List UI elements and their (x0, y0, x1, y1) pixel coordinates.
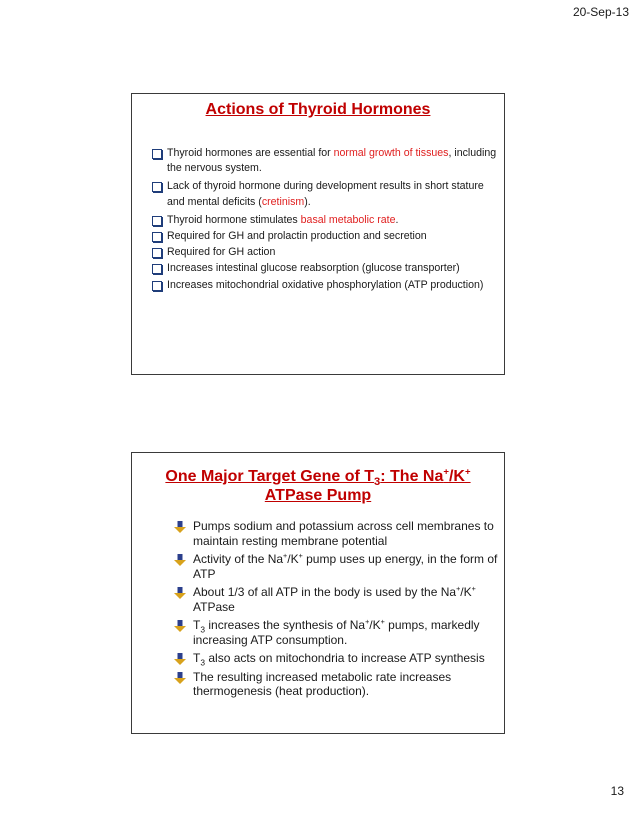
list-item: Activity of the Na+/K+ pump uses up energy, in the form of ATP (172, 552, 502, 581)
list-item: Increases mitochondrial oxidative phosphorylation (ATP production) (132, 278, 502, 293)
list-item: Required for GH and prolactin production and secretion (152, 229, 502, 244)
list-item: Thyroid hormones are essential for normal growth of tissues, including the nervous system. (152, 146, 502, 176)
down-arrow-bullet-icon (174, 653, 186, 665)
list-item: Required for GH action (152, 245, 502, 260)
header-date: 20-Sep-13 (572, 5, 629, 19)
down-arrow-bullet-icon (174, 521, 186, 533)
down-arrow-bullet-icon (174, 672, 186, 684)
list-item: About 1/3 of all ATP in the body is used by the Na+/K+ ATPase (172, 585, 502, 614)
down-arrow-bullet-icon (174, 587, 186, 599)
down-arrow-bullet-icon (174, 620, 186, 632)
checkbox-bullet-icon (152, 182, 162, 192)
slide-title: Actions of Thyroid Hormones (205, 101, 431, 118)
list-item: $T_3$ also acts on mitochondria to increase ATP synthesis (172, 651, 502, 666)
list-item: Lack of thyroid hormone during development results in short stature and mental deficits (cretinism). (152, 179, 502, 209)
list-item: Increases intestinal glucose reabsorption (glucose transporter) (152, 261, 502, 276)
bullet-list (172, 519, 502, 703)
page-number: 13 (610, 784, 624, 798)
slide-thyroid-actions (131, 93, 505, 375)
checkbox-bullet-icon (152, 248, 162, 258)
list-item: Pumps sodium and potassium across cell membranes to maintain resting membrane potential (172, 519, 502, 548)
list-item: The resulting increased metabolic rate increases thermogenesis (heat production). (172, 670, 502, 699)
list-item: $T_3$ increases the synthesis of Na+/K+ pumps, markedly increasing ATP consumption. (172, 618, 502, 647)
checkbox-bullet-icon (152, 264, 162, 274)
slide-title: One Major Target Gene of $T_3$: The Na+/K+ ATPase Pump (165, 466, 471, 504)
list-item: Thyroid hormone stimulates basal metabolic rate. (152, 213, 502, 228)
slide-na-k-atpase (131, 452, 505, 734)
checkbox-bullet-icon (152, 149, 162, 159)
down-arrow-bullet-icon (174, 554, 186, 566)
bullet-list (152, 146, 502, 294)
checkbox-bullet-icon (152, 232, 162, 242)
checkbox-bullet-icon (152, 216, 162, 226)
checkbox-bullet-icon (152, 281, 162, 291)
